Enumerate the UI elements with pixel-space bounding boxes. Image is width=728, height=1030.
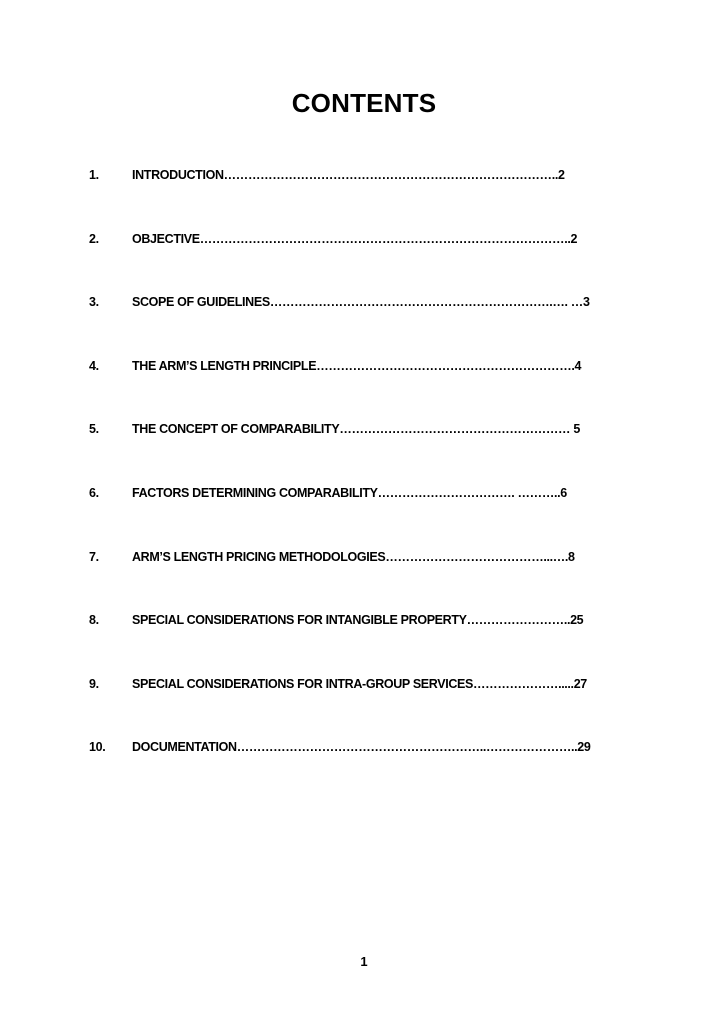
toc-entry xyxy=(132,168,637,182)
toc-dot-leader: ……………………………………………………..………………….. xyxy=(236,740,578,755)
toc-title: OBJECTIVE xyxy=(132,231,200,246)
toc-dot-leader: ……………………………. ……….. xyxy=(377,485,561,500)
toc-title: FACTORS DETERMINING COMPARABILITY xyxy=(132,485,378,500)
toc-entry xyxy=(132,486,637,500)
toc-number: 9. xyxy=(89,676,99,691)
toc-dot-leader: ………………………………………………………. xyxy=(316,358,575,373)
toc-row[interactable] xyxy=(89,168,649,232)
toc-entry xyxy=(132,613,637,627)
toc-row[interactable] xyxy=(89,422,649,486)
toc-dot-leader: …………………..... xyxy=(473,676,574,691)
toc-dot-leader: ……………………………………………………………………….. xyxy=(223,168,558,182)
toc-entry xyxy=(132,295,637,309)
toc-page-number: 4 xyxy=(574,358,582,373)
toc-dot-leader: …………………….. xyxy=(466,613,571,628)
toc-title: SPECIAL CONSIDERATIONS FOR INTRA-GROUP SERVICES xyxy=(132,676,474,691)
toc-number: 2. xyxy=(89,231,99,246)
toc-row[interactable] xyxy=(89,613,649,677)
toc-entry xyxy=(132,232,637,246)
toc-entry xyxy=(132,422,637,436)
toc-row[interactable] xyxy=(89,677,649,741)
toc-page-number: 29 xyxy=(577,740,591,755)
toc-row[interactable] xyxy=(89,295,649,359)
toc-number: 10. xyxy=(89,740,106,755)
toc-dot-leader: …………………………………...…. xyxy=(385,549,568,564)
toc-number: 1. xyxy=(89,168,99,182)
toc-page-number: 2 xyxy=(570,231,578,246)
toc-entry xyxy=(132,550,637,564)
toc-entry xyxy=(132,677,637,691)
toc-title: THE ARM’S LENGTH PRINCIPLE xyxy=(132,358,317,373)
toc-dot-leader: …………………………………………………………….…. … xyxy=(269,295,583,310)
toc-dot-leader: ………………………………………………… xyxy=(339,422,574,437)
toc-entry xyxy=(132,359,637,373)
toc-number: 8. xyxy=(89,613,99,628)
toc-page-number: 6 xyxy=(560,485,567,500)
toc-page-number: 25 xyxy=(570,613,584,628)
toc-title: ARM’S LENGTH PRICING METHODOLOGIES xyxy=(132,549,386,564)
toc-dot-leader: ……………………………………………………………………………….. xyxy=(199,231,571,246)
toc-page-number: 5 xyxy=(573,422,580,437)
table-of-contents xyxy=(89,168,649,804)
contents-title: CONTENTS xyxy=(291,88,437,118)
toc-row[interactable] xyxy=(89,740,649,804)
toc-number: 7. xyxy=(89,549,99,564)
toc-page-number: 3 xyxy=(582,295,590,310)
toc-number: 6. xyxy=(89,485,99,500)
toc-row[interactable] xyxy=(89,359,649,423)
toc-title: SCOPE OF GUIDELINES xyxy=(132,295,270,310)
toc-title: DOCUMENTATION xyxy=(132,740,237,755)
toc-title: SPECIAL CONSIDERATIONS FOR INTANGIBLE PROPERTY xyxy=(132,613,467,628)
toc-row[interactable] xyxy=(89,486,649,550)
toc-page-number: 27 xyxy=(573,676,587,691)
toc-number: 3. xyxy=(89,295,99,310)
toc-page-number: 2 xyxy=(557,168,565,182)
toc-number: 5. xyxy=(89,422,99,437)
toc-title: THE CONCEPT OF COMPARABILITY xyxy=(132,422,340,437)
toc-title: INTRODUCTION xyxy=(132,168,224,182)
toc-page-number: 8 xyxy=(567,549,575,564)
toc-row[interactable] xyxy=(89,232,649,296)
toc-number: 4. xyxy=(89,358,99,373)
page-number: 1 xyxy=(360,954,368,969)
toc-entry xyxy=(132,740,637,754)
toc-row[interactable] xyxy=(89,550,649,614)
